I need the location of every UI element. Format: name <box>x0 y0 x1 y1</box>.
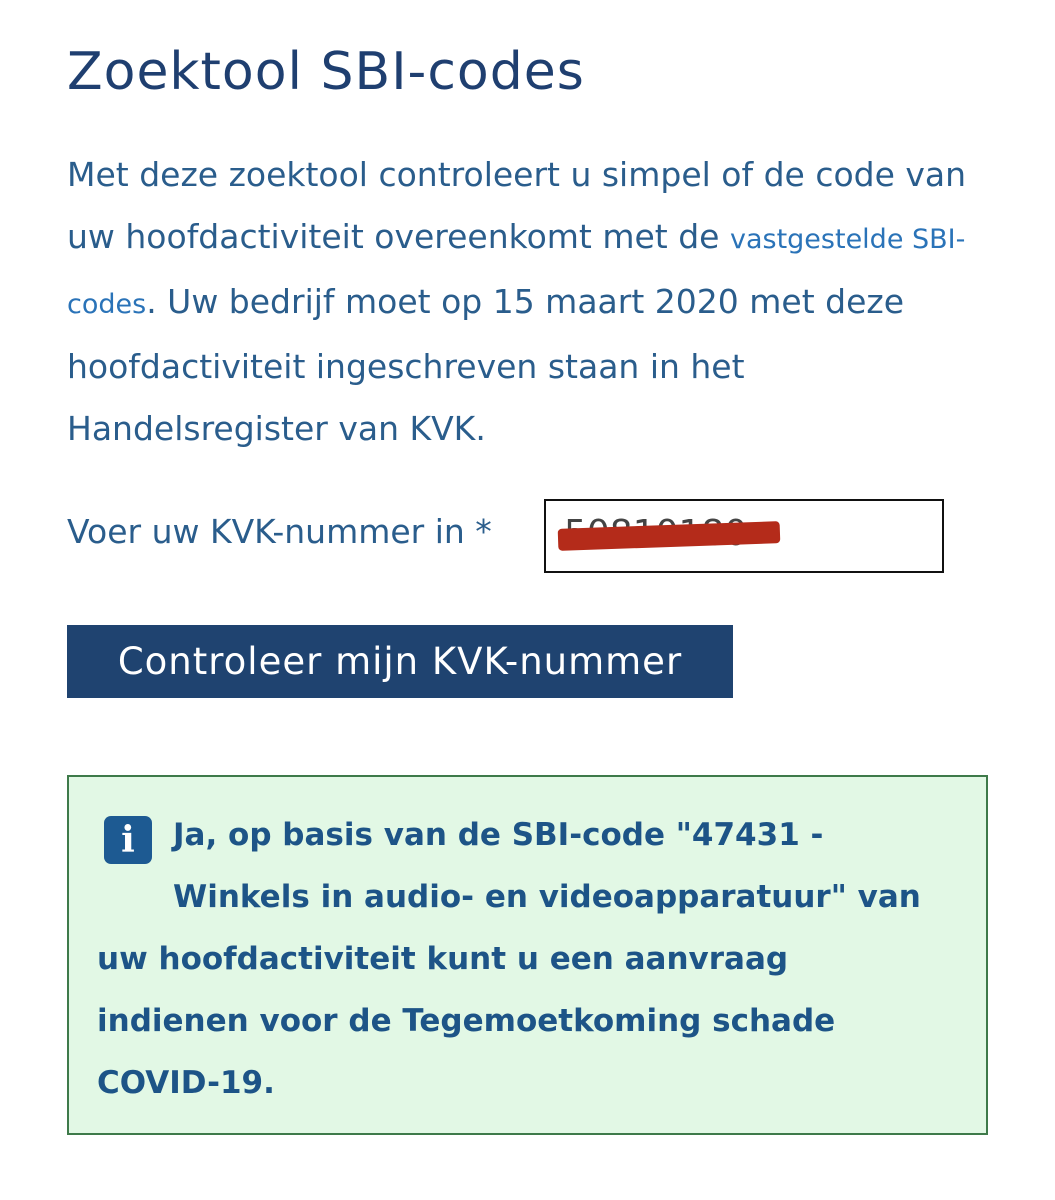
kvk-number-input[interactable] <box>544 499 944 573</box>
check-kvk-button[interactable]: Controleer mijn KVK-nummer <box>67 625 733 698</box>
result-line-3: uw hoofdactiviteit kunt u een aanvraag <box>97 941 789 977</box>
sbi-codes-link[interactable]: vastgestelde SBI-codes <box>67 224 966 320</box>
page-title: Zoektool SBI-codes <box>67 42 585 102</box>
intro-text-after-link: . Uw bedrijf moet op 15 maart 2020 met deze hoofdactiviteit ingeschreven staan in het Handelsregister van KVK. <box>67 282 904 448</box>
result-message-text <box>97 804 977 1114</box>
intro-text-before-link: Met deze zoektool controleert u simpel of de code van uw hoofdactiviteit overeenkomt met de <box>67 155 967 256</box>
result-line-1: Ja, op basis van de SBI-code "47431 - <box>173 817 824 853</box>
result-line-4: indienen voor de Tegemoetkoming schade <box>97 1003 836 1039</box>
info-icon: i <box>104 816 152 864</box>
result-line-5: COVID-19. <box>97 1065 275 1101</box>
intro-paragraph <box>67 144 987 460</box>
kvk-number-label: Voer uw KVK-nummer in * <box>67 512 492 551</box>
result-line-2: Winkels in audio- en videoapparatuur" van <box>173 879 921 915</box>
result-message-box <box>67 775 988 1135</box>
